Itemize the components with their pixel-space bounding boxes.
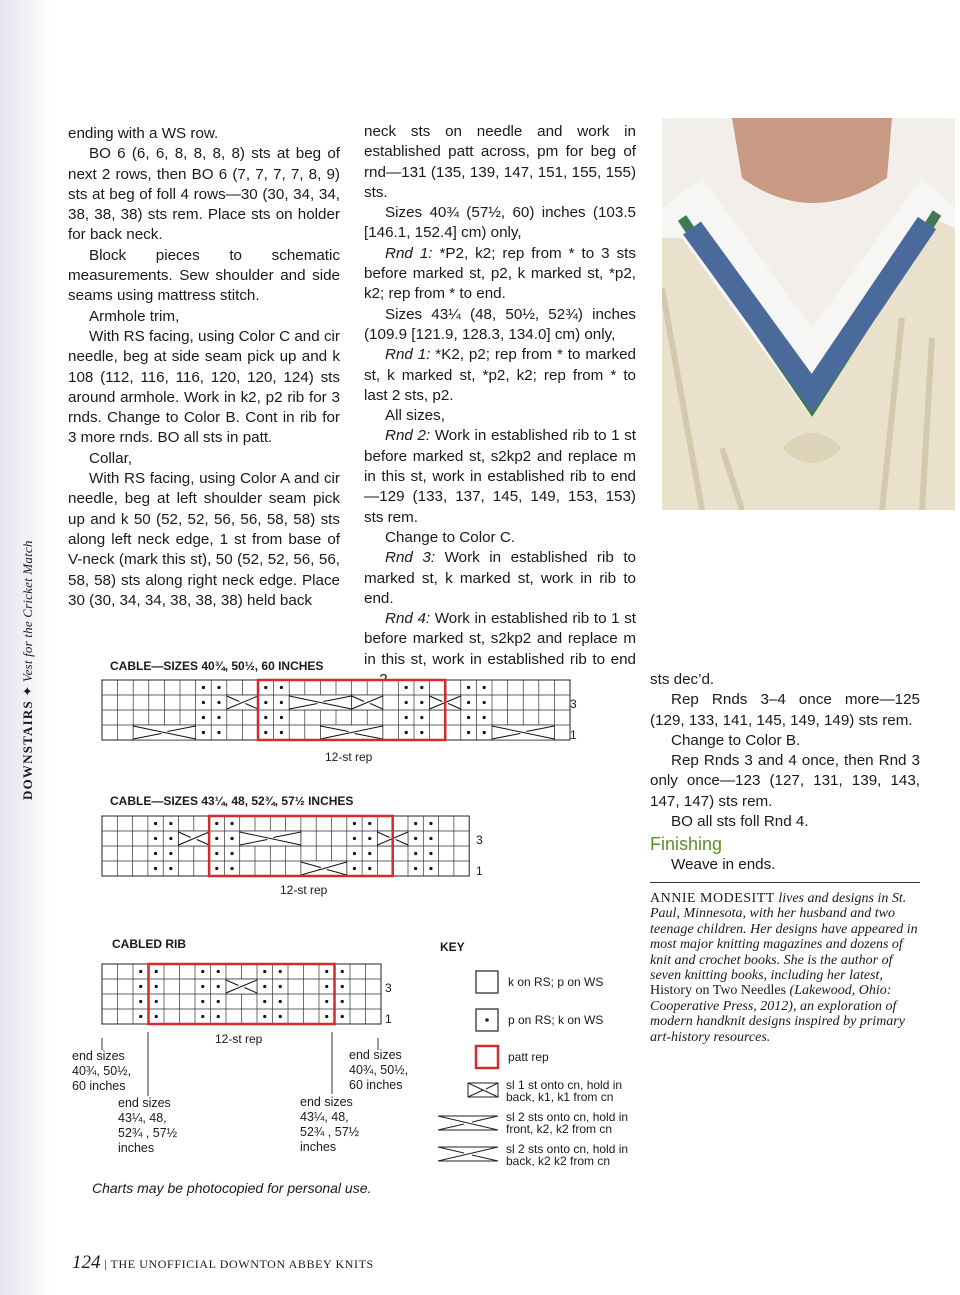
cabled-rib-chart <box>102 964 382 1026</box>
page-number: 124 <box>72 1252 101 1273</box>
purl-dot <box>420 731 423 734</box>
purl-dot <box>263 1000 266 1003</box>
purl-dot <box>230 867 233 870</box>
purl-dot <box>280 716 283 719</box>
purl-dot <box>467 731 470 734</box>
row-number: 1 <box>476 864 483 878</box>
purl-dot <box>405 731 408 734</box>
purl-dot <box>217 701 220 704</box>
purl-dot <box>368 822 371 825</box>
purl-dot <box>155 1015 158 1018</box>
purl-dot <box>201 1015 204 1018</box>
book-title-footer: THE UNOFFICIAL DOWNTON ABBEY KNITS <box>110 1257 374 1271</box>
pattern-repeat-symbol-icon <box>476 1046 498 1068</box>
purl-dot <box>341 970 344 973</box>
knit-symbol-icon <box>476 971 498 993</box>
end-sizes-line: end sizes <box>118 1096 171 1110</box>
purl-dot <box>169 837 172 840</box>
purl-dot <box>217 1000 220 1003</box>
purl-dot <box>154 867 157 870</box>
subheading-armhole: Armhole trim, <box>89 307 180 325</box>
round-text: *K2, p2; rep from * to marked st, k marked st, *p2, k2; rep from * to last 2 sts, p2. <box>364 346 636 404</box>
purl-dot <box>467 686 470 689</box>
purl-dot <box>169 867 172 870</box>
end-sizes-line: end sizes <box>72 1049 125 1063</box>
text-column-3 <box>650 670 920 875</box>
paragraph: Rep Rnds 3–4 once more—125 (129, 133, 141, 145, 149, 149) sts rem. <box>650 691 920 729</box>
paragraph: BO 6 (6, 6, 8, 8, 8, 8) sts at beg of next 2 rows, then BO 6 (7, 7, 7, 7, 8, 9) sts at beg of foll 4 rows—30 (30, 34, 34, 38, 38, 38) sts rem. Place sts on holder for back neck. <box>68 145 340 244</box>
purl-dot <box>279 985 282 988</box>
purl-dot <box>155 985 158 988</box>
purl-dot <box>405 686 408 689</box>
purl-dot <box>353 837 356 840</box>
purl-dot <box>201 1000 204 1003</box>
chart-title-cable-1: CABLE—SIZES 40¾, 50½, 60 INCHES <box>110 659 324 673</box>
purl-dot <box>154 852 157 855</box>
paragraph <box>364 426 636 527</box>
purl-dot <box>341 985 344 988</box>
paragraph: With RS facing, using Color A and cir needle, beg at left shoulder seam pick up and k 50 (52, 52, 56, 56, 58, 58) sts along left neck edge, 1 st from base of V-neck (mark this st), 50 (52, 52, 56, 56, 58, 58) sts along right neck edge. Place 30 (30, 34, 34, 38, 38, 38) held back <box>68 470 340 609</box>
purl-dot <box>217 716 220 719</box>
book-title: History on Two Needles <box>650 983 787 999</box>
round-label: Rnd 1: <box>385 244 433 262</box>
row-number: 1 <box>385 1012 392 1026</box>
paragraph <box>364 244 636 305</box>
purl-dot <box>353 822 356 825</box>
bio-text: lives and designs in St. Paul, Minnesota, with her husband and two teenage children. Her designs have appeared in most major knitting magazines and dozens of knit and crochet books. She is the author of seven knitting books, including her latest, <box>650 891 918 984</box>
purl-dot <box>414 822 417 825</box>
purl-dot <box>263 1015 266 1018</box>
purl-dot <box>230 837 233 840</box>
page-footer <box>72 1252 374 1274</box>
paragraph: All sizes, <box>385 407 445 425</box>
purl-dot <box>483 701 486 704</box>
purl-dot <box>467 701 470 704</box>
key-title: KEY <box>440 940 465 954</box>
purl-dot <box>202 716 205 719</box>
subheading-collar: Collar, <box>89 449 133 467</box>
purl-dot <box>201 985 204 988</box>
rep-label: 12-st rep <box>325 750 373 764</box>
paragraph: Change to Color B. <box>671 731 801 749</box>
purl-dot <box>341 1000 344 1003</box>
end-sizes-label <box>72 1049 131 1094</box>
round-text: Work in established rib to 1 st before marked st, s2kp2 and replace m in this st, work in established rib to end <box>364 610 637 668</box>
paragraph: Weave in ends. <box>671 855 776 873</box>
row-number: 3 <box>385 981 392 995</box>
purl-dot <box>264 701 267 704</box>
purl-dot <box>405 701 408 704</box>
round-text: *P2, k2; rep from * to 3 sts before marked st, p2, k marked st, *p2, k2; rep from * to end. <box>364 244 636 303</box>
cable-chart-1 <box>102 680 572 742</box>
paragraph: ending with a WS row. <box>68 125 219 142</box>
designer-name: ANNIE MODESITT <box>650 891 775 906</box>
paragraph: sts dec’d. <box>650 671 715 688</box>
purl-dot <box>325 985 328 988</box>
purl-dot <box>263 985 266 988</box>
row-number: 3 <box>570 697 577 711</box>
round-text: Work in established rib to marked st, k marked st, work in rib to end. <box>364 549 636 607</box>
purl-dot <box>217 970 220 973</box>
purl-dot <box>483 731 486 734</box>
paragraph <box>364 609 636 690</box>
running-head-ornament: ✦ <box>20 685 35 697</box>
key-label-line: sl 2 sts onto cn, hold in <box>506 1142 629 1156</box>
purl-dot <box>230 852 233 855</box>
end-sizes-line: 60 inches <box>349 1078 403 1092</box>
row-number: 3 <box>476 833 483 847</box>
purl-dot <box>325 1015 328 1018</box>
end-sizes-label <box>300 1095 359 1155</box>
text-column-2 <box>364 122 636 690</box>
purl-dot <box>429 822 432 825</box>
purl-dot <box>201 970 204 973</box>
key-label-line: sl 1 st onto cn, hold in <box>506 1078 623 1092</box>
purl-dot <box>353 852 356 855</box>
end-sizes-line: end sizes <box>349 1048 402 1062</box>
paragraph: Change to Color C. <box>385 528 516 546</box>
end-sizes-line: 52¾ , 57½ <box>118 1126 178 1140</box>
purl-dot <box>139 985 142 988</box>
rep-label: 12-st rep <box>215 1032 263 1046</box>
cable-2-over-2-back-icon <box>438 1147 498 1161</box>
end-sizes-label <box>349 1048 408 1093</box>
key-label-line: front, k2, k2 from cn <box>506 1122 613 1136</box>
running-head <box>20 540 36 800</box>
round-text: Work in established rib to 1 st before marked st, s2kp2 and replace m in this st, work in established rib to end—129 (133, 137, 145, 149, 153, 153) sts rem. <box>364 427 637 526</box>
purl-dot <box>429 837 432 840</box>
purl-dot <box>230 822 233 825</box>
key-label-line: back, k1, k1 from cn <box>506 1090 614 1104</box>
purl-dot <box>414 852 417 855</box>
end-sizes-line: inches <box>300 1140 337 1154</box>
round-label: Rnd 3: <box>385 549 436 567</box>
end-sizes-line: 40¾, 50½, <box>72 1064 132 1078</box>
purl-dot <box>483 716 486 719</box>
cable-chart-2 <box>102 816 469 878</box>
finishing-heading: Finishing <box>650 834 723 855</box>
pattern-title: Vest for the Cricket Match <box>20 540 35 683</box>
round-label: Rnd 4: <box>385 610 431 628</box>
purl-dot <box>264 716 267 719</box>
section-name: DOWNSTAIRS <box>20 700 35 800</box>
purl-dot <box>279 1000 282 1003</box>
footer-separator: | <box>104 1257 108 1271</box>
purl-dot <box>368 867 371 870</box>
paragraph: BO all sts foll Rnd 4. <box>671 813 809 831</box>
purl-dot <box>414 867 417 870</box>
purl-dot <box>414 837 417 840</box>
paragraph: neck sts on needle and work in established patt across, pm for beg of rnd—131 (135, 139, 147, 151, 155, 155) sts. <box>364 123 636 201</box>
purl-dot <box>202 731 205 734</box>
designer-bio <box>650 882 920 1045</box>
end-sizes-line: 43¼, 48, <box>118 1111 167 1125</box>
end-sizes-line: 60 inches <box>72 1079 126 1093</box>
purl-dot <box>169 852 172 855</box>
vest-photo <box>662 118 955 510</box>
purl-dot <box>155 970 158 973</box>
paragraph <box>364 548 636 609</box>
purl-dot <box>217 686 220 689</box>
round-label: Rnd 1: <box>385 346 431 364</box>
purl-dot <box>325 1000 328 1003</box>
purl-dot <box>353 867 356 870</box>
end-sizes-label <box>118 1096 177 1156</box>
purl-dot <box>155 1000 158 1003</box>
purl-dot <box>429 852 432 855</box>
key-label-line: sl 2 sts onto cn, hold in <box>506 1110 629 1124</box>
purl-dot <box>341 1015 344 1018</box>
purl-dot <box>264 731 267 734</box>
purl-dot <box>483 686 486 689</box>
paragraph: With RS facing, using Color C and cir needle, beg at side seam pick up and k 108 (112, 116, 116, 120, 120, 124) sts around armhole. Work in k2, p2 rib for 3 rnds. Change to Color B. Cont in rib for 3 more rnds. BO all sts in patt. <box>68 327 340 447</box>
paragraph: Rep Rnds 3 and 4 once, then Rnd 3 only once—123 (127, 131, 139, 143, 147, 147) sts rem. <box>650 752 920 810</box>
purl-dot <box>263 970 266 973</box>
purl-dot <box>154 837 157 840</box>
purl-dot <box>169 822 172 825</box>
purl-dot <box>215 837 218 840</box>
purl-dot <box>280 701 283 704</box>
key-label: patt rep <box>508 1050 549 1064</box>
purl-dot <box>215 867 218 870</box>
purl-dot <box>264 686 267 689</box>
chart-title-cable-2: CABLE—SIZES 43¼, 48, 52¾, 57½ INCHES <box>110 794 354 808</box>
purl-dot <box>279 970 282 973</box>
rep-label: 12-st rep <box>280 883 328 897</box>
purl-dot <box>280 686 283 689</box>
purl-dot <box>139 1000 142 1003</box>
purl-dot <box>217 731 220 734</box>
purl-dot <box>405 716 408 719</box>
purl-dot <box>280 731 283 734</box>
purl-dot <box>368 837 371 840</box>
key-label <box>506 1143 628 1167</box>
key-label-line: back, k2 k2 from cn <box>506 1154 611 1168</box>
purl-dot <box>217 1015 220 1018</box>
purl-dot <box>139 1015 142 1018</box>
text-column-1 <box>68 124 340 611</box>
end-sizes-line: 40¾, 50½, <box>349 1063 409 1077</box>
purl-dot <box>202 701 205 704</box>
key-label <box>506 1079 622 1103</box>
round-label: Rnd 2: <box>385 427 431 445</box>
paragraph: Block pieces to schematic measurements. Sew shoulder and side seams using mattress stitch. <box>68 246 340 305</box>
cable-1-over-1-icon <box>468 1083 498 1097</box>
purl-dot <box>139 970 142 973</box>
end-sizes-line: 43¼, 48, <box>300 1110 349 1124</box>
key-label: k on RS; p on WS <box>508 975 604 989</box>
key-label <box>506 1111 628 1135</box>
key-symbols <box>436 966 506 1166</box>
paragraph: Sizes 43¼ (48, 50½, 52¾) inches (109.9 [121.9, 128.3, 134.0] cm) only, <box>364 305 636 343</box>
end-sizes-line: inches <box>118 1141 155 1155</box>
paragraph: Sizes 40¾ (57½, 60) inches (103.5 [146.1, 152.4] cm) only, <box>364 204 636 242</box>
photocopy-note: Charts may be photocopied for personal use. <box>92 1180 372 1196</box>
purl-dot <box>420 716 423 719</box>
purl-dot <box>325 970 328 973</box>
purl-dot <box>429 867 432 870</box>
chart-title-cabled-rib: CABLED RIB <box>112 937 186 951</box>
purl-dot <box>467 716 470 719</box>
purl-dot <box>154 822 157 825</box>
purl-dot <box>420 701 423 704</box>
purl-dot <box>279 1015 282 1018</box>
paragraph <box>364 345 636 406</box>
purl-dot <box>420 686 423 689</box>
vest-illustration <box>662 118 955 510</box>
cable-2-over-2-front-icon <box>438 1116 498 1130</box>
end-sizes-line: 52¾ , 57½ <box>300 1125 360 1139</box>
purl-dot <box>202 686 205 689</box>
row-number: 1 <box>570 728 577 742</box>
bio-text: (Lakewood, Ohio: Cooperative Press, 2012), an exploration of modern handknit designs inspired by primary art-history resources. <box>650 983 905 1045</box>
end-sizes-line: end sizes <box>300 1095 353 1109</box>
purl-dot <box>215 852 218 855</box>
purl-dot <box>217 985 220 988</box>
purl-dot <box>215 822 218 825</box>
key-label: p on RS; k on WS <box>508 1013 604 1027</box>
purl-dot <box>368 852 371 855</box>
